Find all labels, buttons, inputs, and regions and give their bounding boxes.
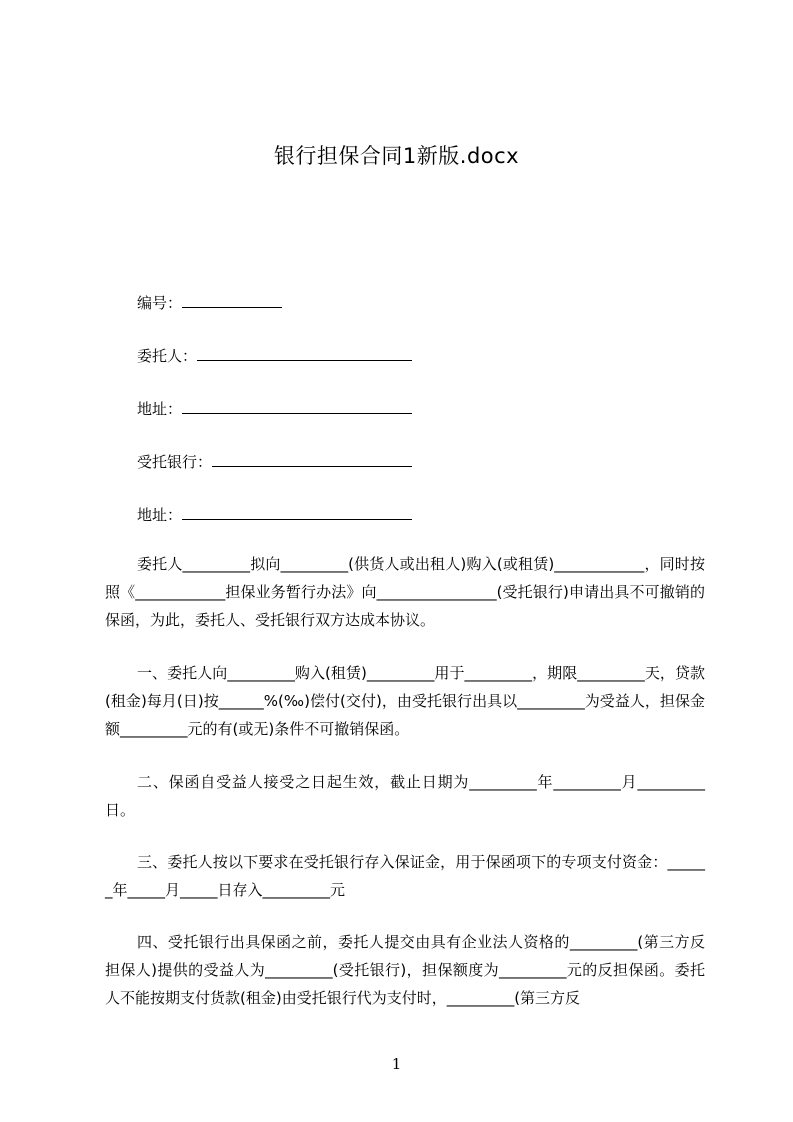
clause-1: 一、委托人向_________购入(租赁)_________用于_________，期限_________天，贷款(租金)每月(日)按______%(‰)偿付(交付)，由受托银行出具以_________为受益人，担保金额_________元的有(或无)条件不可撤销保函。 xyxy=(105,664,705,738)
number-field xyxy=(137,292,282,313)
address-field-1 xyxy=(137,398,412,419)
address-field-2 xyxy=(137,504,412,525)
address-label-2: 地址： xyxy=(137,506,183,524)
clause-2: 二、保函自受益人接受之日起生效，截止日期为_________年_________月_________日。 xyxy=(105,773,705,819)
number-label: 编号： xyxy=(137,294,183,312)
page-number: 1 xyxy=(391,1055,402,1073)
intro-paragraph: 委托人_________拟向_________(供货人或出租人)购入(或租赁)____________，同时按照《____________担保业务暂行办法》向________________(受托银行)申请出具不可撤销的保函，为此，委托人、受托银行双方达成本协议。 xyxy=(105,555,705,629)
address-blank-1 xyxy=(182,398,412,414)
client-field xyxy=(137,345,412,366)
clause-3: 三、委托人按以下要求在受托银行存入保证金，用于保函项下的专项支付资金：______年_____月_____日存入_________元 xyxy=(105,853,705,899)
clause-4: 四、受托银行出具保函之前，委托人提交由具有企业法人资格的_________(第三方反担保人)提供的受益人为_________(受托银行)，担保额度为_________元的反担保函。委托人不能按期支付货款(租金)由受托银行代为支付时，_________(第三方反 xyxy=(105,933,705,1007)
number-blank xyxy=(182,292,282,308)
address-blank-2 xyxy=(182,504,412,520)
address-label-1: 地址： xyxy=(137,400,183,418)
document-title: 银行担保合同1新版.docx xyxy=(273,144,520,168)
bank-label: 受托银行： xyxy=(137,453,213,471)
client-blank xyxy=(197,345,412,361)
bank-field xyxy=(137,451,412,472)
client-label: 委托人： xyxy=(137,347,198,365)
bank-blank xyxy=(212,451,412,467)
